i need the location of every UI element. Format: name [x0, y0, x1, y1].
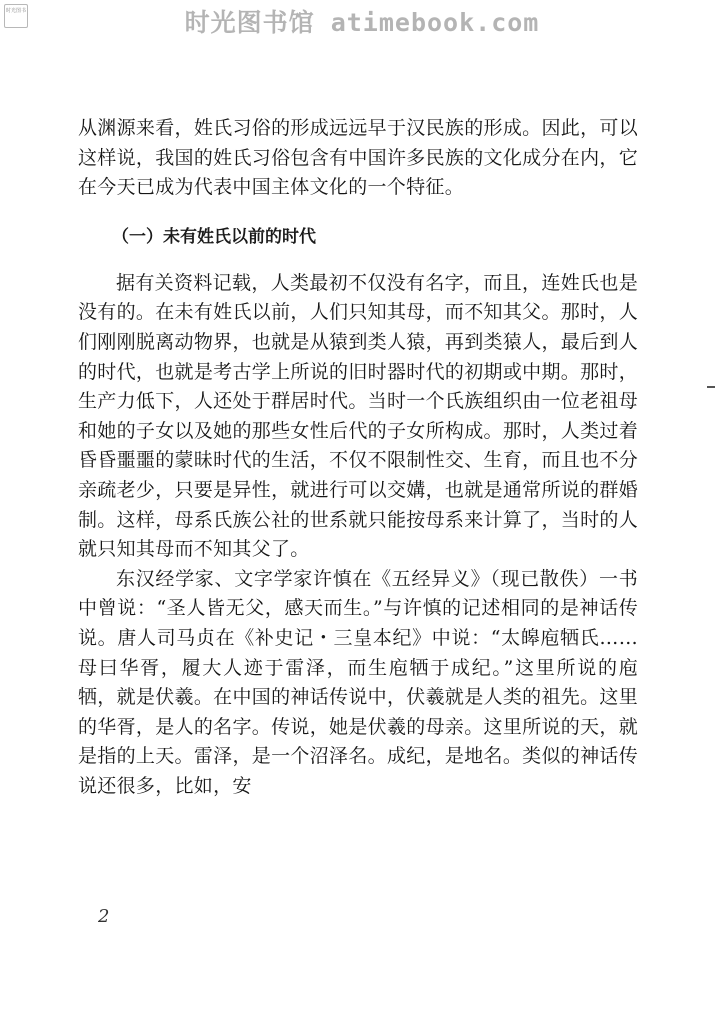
watermark-stamp: 时光图书: [4, 4, 28, 28]
body-paragraph-1: 据有关资料记载，人类最初不仅没有名字，而且，连姓氏也是没有的。在未有姓氏以前，人们只知其母，而不知其父。那时，人们刚刚脱离动物界，也就是从猿到类人猿，再到类猿人，最后到人的时代，也就是考古学上所说的旧时器时代的初期或中期。那时，生产力低下，人还处于群居时代。当时一个氏族组织由一位老祖母和她的子女以及她的那些女性后代的子女所构成。那时，人类过着昏昏噩噩的蒙昧时代的生活，不仅不限制性交、生育，而且也不分亲疏老少，只要是异性，就进行可以交媾，也就是通常所说的群婚制。这样，母系氏族公社的世系就只能按母系来计算了，当时的人就只知其母而不知其父了。: [78, 271, 638, 561]
page-number: 2: [98, 906, 110, 927]
section-heading: （一）未有姓氏以前的时代: [112, 226, 316, 247]
page-body: [78, 114, 638, 801]
scan-edge-mark: [707, 386, 715, 388]
watermark-banner: 时光图书馆 atimebook.com: [184, 8, 540, 37]
intro-paragraph: 从渊源来看，姓氏习俗的形成远远早于汉民族的形成。因此，可以这样说，我国的姓氏习俗包含有中国许多民族的文化成分在内，它在今天已成为代表中国主体文化的一个特征。: [78, 117, 638, 199]
body-paragraph-2: 东汉经学家、文字学家许慎在《五经异义》（现已散佚）一书中曾说：“圣人皆无父，感天而生。”与许慎的记述相同的是神话传说。唐人司马贞在《补史记・三皇本纪》中说：“太皞庖牺氏……母曰华胥，履大人迹于雷泽，而生庖牺于成纪。”这里所说的庖牺，就是伏羲。在中国的神话传说中，伏羲就是人类的祖先。这里的华胥，是人的名字。传说，她是伏羲的母亲。这里所说的天，就是指的上天。雷泽，是一个沼泽名。成纪，是地名。类似的神话传说还很多，比如，安: [78, 567, 638, 797]
